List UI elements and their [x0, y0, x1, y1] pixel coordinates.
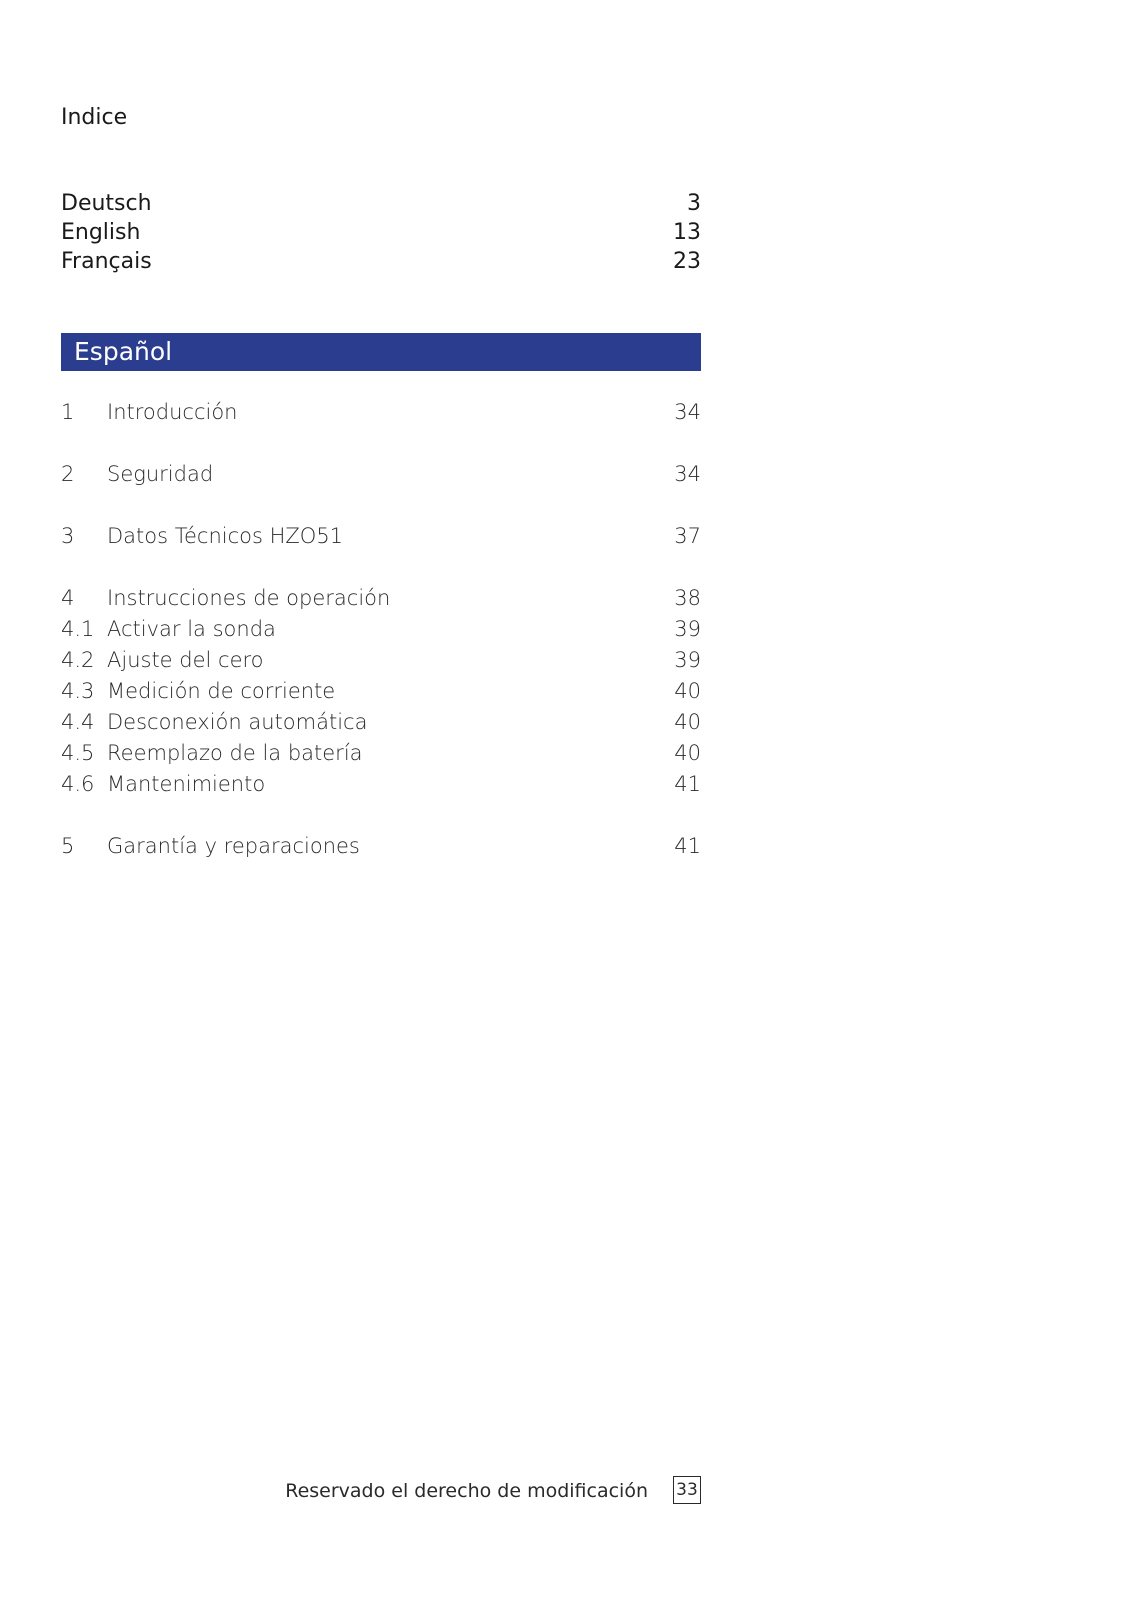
- toc-number: 5: [61, 834, 75, 858]
- footer-notice: Reservado el derecho de modificación: [285, 1480, 648, 1502]
- toc-number: 4.6: [61, 772, 95, 796]
- toc-title: Instrucciones de operación: [107, 586, 391, 610]
- toc-title: Garantía y reparaciones: [107, 834, 360, 858]
- toc-number: 4.5: [61, 741, 95, 765]
- language-name: Français: [61, 249, 152, 274]
- toc-page: 40: [674, 741, 701, 765]
- toc-number: 1: [61, 400, 75, 424]
- toc-entry-4[interactable]: [61, 583, 701, 614]
- section-title: Español: [74, 337, 173, 366]
- toc-entry-4-5[interactable]: [61, 738, 701, 769]
- toc-page: 39: [674, 617, 701, 641]
- toc-number: 4: [61, 586, 75, 610]
- language-name: Deutsch: [61, 191, 152, 216]
- toc-title: Medición de corriente: [107, 679, 336, 703]
- toc-page: 39: [674, 648, 701, 672]
- toc-title: Datos Técnicos HZO51: [107, 524, 344, 548]
- toc-title: Reemplazo de la batería: [107, 741, 363, 765]
- toc-entry-1[interactable]: [61, 397, 701, 428]
- language-name: English: [61, 220, 141, 245]
- toc-entry-2[interactable]: [61, 459, 701, 490]
- toc-number: 4.2: [61, 648, 95, 672]
- language-entry-deutsch[interactable]: [61, 189, 701, 218]
- toc-number: 4.1: [61, 617, 95, 641]
- toc-number: 4.3: [61, 679, 95, 703]
- toc-page: 34: [674, 462, 701, 486]
- toc-page: 41: [674, 834, 701, 858]
- toc-title: Ajuste del cero: [107, 648, 264, 672]
- toc-entry-4-3[interactable]: [61, 676, 701, 707]
- language-entry-english[interactable]: [61, 218, 701, 247]
- toc-title: Mantenimiento: [107, 772, 266, 796]
- toc-page: 38: [674, 586, 701, 610]
- toc-page: 40: [674, 710, 701, 734]
- page-footer: [0, 1476, 1128, 1506]
- language-entry-francais[interactable]: [61, 247, 701, 276]
- toc-title: Activar la sonda: [107, 617, 276, 641]
- language-page: 3: [687, 191, 701, 216]
- table-of-contents: [61, 397, 701, 862]
- toc-entry-4-1[interactable]: [61, 614, 701, 645]
- toc-title: Seguridad: [107, 462, 214, 486]
- language-index: [61, 189, 701, 276]
- toc-page: 40: [674, 679, 701, 703]
- toc-page: 37: [674, 524, 701, 548]
- page-number: 33: [673, 1476, 701, 1504]
- toc-page: 41: [674, 772, 701, 796]
- toc-number: 4.4: [61, 710, 95, 734]
- toc-entry-5[interactable]: [61, 831, 701, 862]
- language-page: 23: [673, 249, 701, 274]
- toc-entry-4-2[interactable]: [61, 645, 701, 676]
- toc-entry-4-6[interactable]: [61, 769, 701, 800]
- toc-entry-3[interactable]: [61, 521, 701, 552]
- toc-page: 34: [674, 400, 701, 424]
- section-title-bar: [61, 333, 701, 371]
- language-page: 13: [673, 220, 701, 245]
- toc-number: 2: [61, 462, 75, 486]
- page-heading: Indice: [61, 105, 128, 130]
- toc-number: 3: [61, 524, 75, 548]
- toc-entry-4-4[interactable]: [61, 707, 701, 738]
- toc-title: Desconexión automática: [107, 710, 368, 734]
- toc-title: Introducción: [107, 400, 238, 424]
